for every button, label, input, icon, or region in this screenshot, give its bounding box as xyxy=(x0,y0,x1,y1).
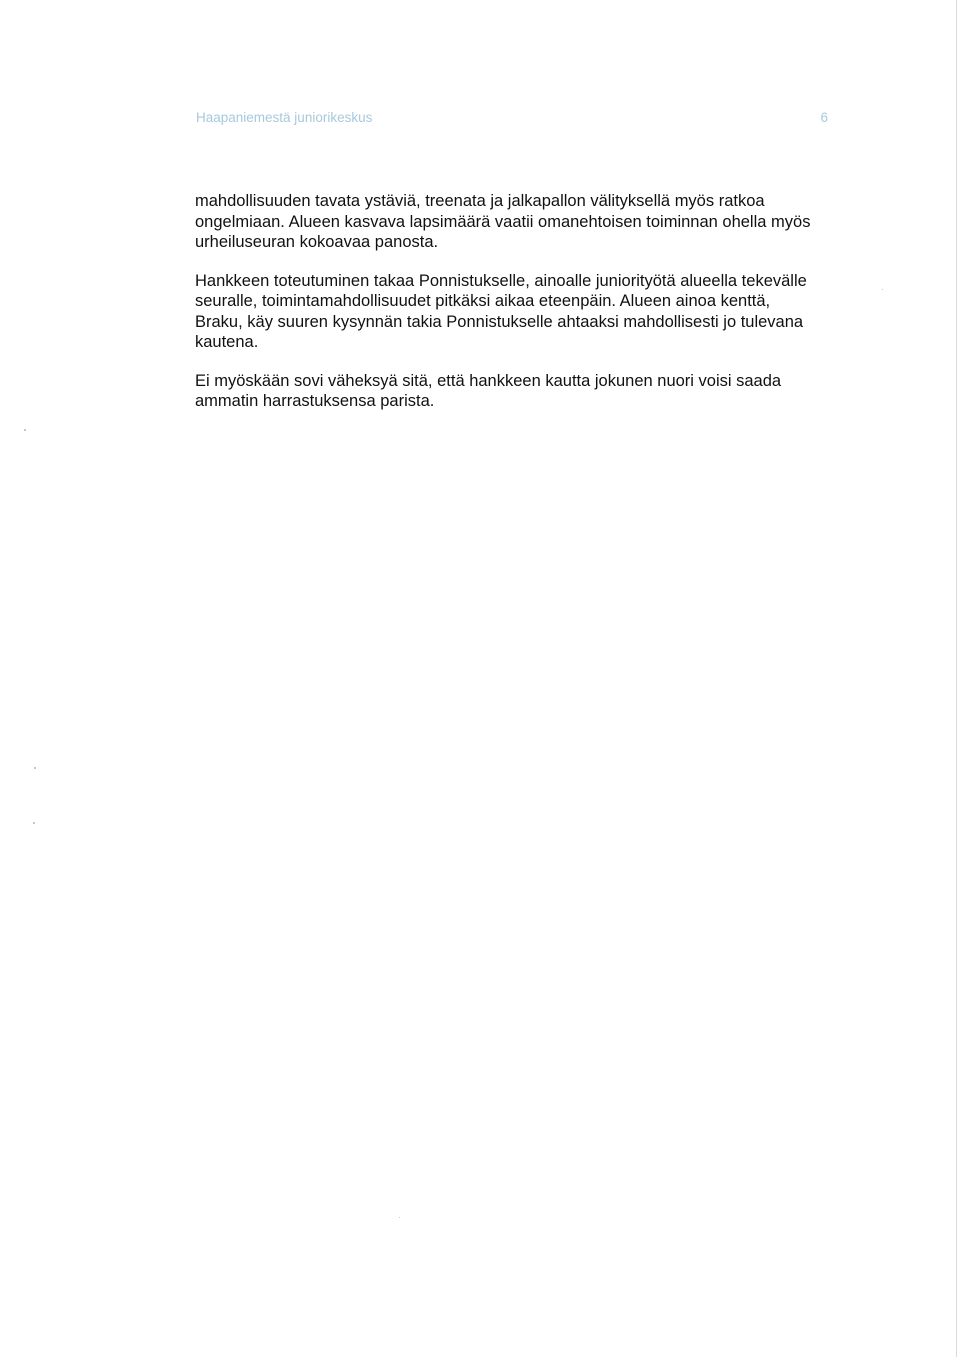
paragraph-line: Ei myöskään sovi väheksyä sitä, että hankkeen kautta jokunen nuori voisi saada xyxy=(195,371,782,390)
scan-speck xyxy=(34,767,36,769)
header-title: Haapaniemestä juniorikeskus xyxy=(196,110,373,125)
paragraph-line: Hankkeen toteutuminen takaa Ponnistukselle, ainoalle juniorityötä alueella tekevälle xyxy=(195,271,807,290)
page-number: 6 xyxy=(820,110,828,125)
paragraph-line: seuralle, toimintamahdollisuudet pitkäksi aikaa eteenpäin. Alueen ainoa kenttä, xyxy=(195,292,771,310)
paragraph-line: kautena. xyxy=(195,333,259,351)
paragraph-line: ongelmiaan. Alueen kasvava lapsimäärä vaatii omanehtoisen toiminnan ohella myös xyxy=(195,212,811,231)
paragraph-3 xyxy=(195,371,845,412)
paragraph-line: ammatin harrastuksensa parista. xyxy=(195,392,435,410)
scan-speck xyxy=(882,289,883,290)
scan-speck xyxy=(33,822,35,824)
paragraph-1 xyxy=(195,191,845,253)
paragraph-2 xyxy=(195,271,845,353)
paragraph-line: Braku, käy suuren kysynnän takia Ponnistukselle ahtaaksi mahdollisesti jo tulevana xyxy=(195,312,804,331)
page-header xyxy=(196,110,828,128)
paragraph-line: mahdollisuuden tavata ystäviä, treenata ja jalkapallon välityksellä myös ratkoa xyxy=(195,192,765,210)
body-text xyxy=(195,191,845,430)
scan-speck xyxy=(399,1217,400,1218)
scan-speck xyxy=(24,429,26,431)
paragraph-line: urheiluseuran kokoavaa panosta. xyxy=(195,233,439,251)
scan-edge-line xyxy=(956,0,957,1357)
